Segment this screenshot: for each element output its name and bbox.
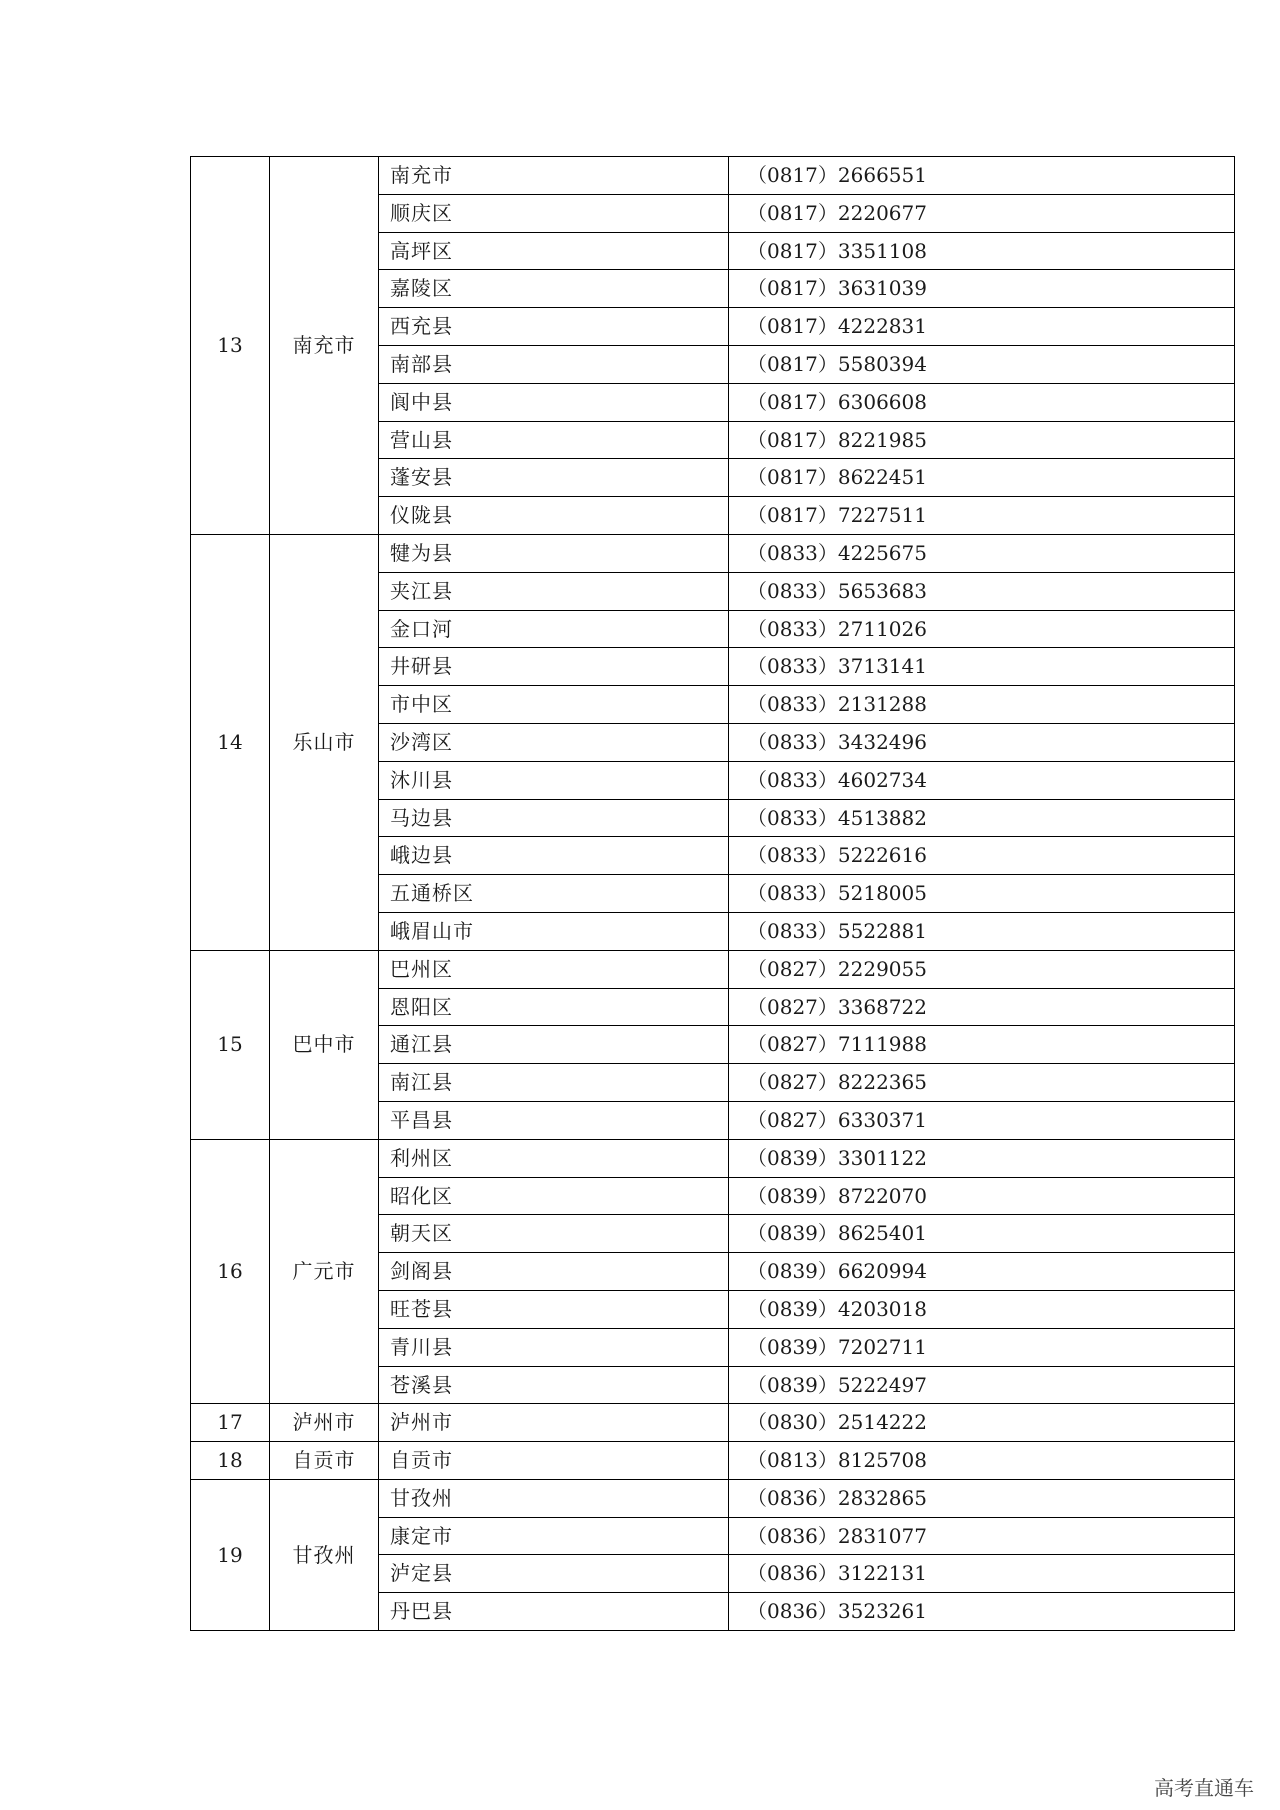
district-cell: 昭化区 [379,1177,729,1215]
phone-cell: （0839）8625401 [729,1215,1235,1253]
phone-cell: （0833）5522881 [729,912,1235,950]
phone-cell: （0833）4602734 [729,761,1235,799]
phone-cell: （0833）5222616 [729,837,1235,875]
district-cell: 自贡市 [379,1442,729,1480]
table-body [191,157,1235,1631]
phone-cell: （0827）3368722 [729,988,1235,1026]
phone-cell: （0836）3523261 [729,1593,1235,1631]
district-cell: 泸州市 [379,1404,729,1442]
city-cell: 广元市 [270,1139,379,1404]
district-cell: 南江县 [379,1064,729,1102]
district-cell: 营山县 [379,421,729,459]
phone-cell: （0836）3122131 [729,1555,1235,1593]
phone-cell: （0833）4513882 [729,799,1235,837]
table-row [191,157,1235,195]
group-number-cell: 15 [191,950,270,1139]
phone-cell: （0817）3351108 [729,232,1235,270]
group-number-cell: 16 [191,1139,270,1404]
district-cell: 剑阁县 [379,1253,729,1291]
phone-cell: （0827）6330371 [729,1101,1235,1139]
district-cell: 南部县 [379,345,729,383]
phone-cell: （0833）2711026 [729,610,1235,648]
district-cell: 沐川县 [379,761,729,799]
table-row [191,1479,1235,1517]
district-cell: 顺庆区 [379,194,729,232]
district-cell: 市中区 [379,686,729,724]
city-cell: 南充市 [270,157,379,535]
phone-cell: （0833）4225675 [729,534,1235,572]
district-cell: 巴州区 [379,950,729,988]
district-cell: 苍溪县 [379,1366,729,1404]
phone-cell: （0839）5222497 [729,1366,1235,1404]
group-number-cell: 18 [191,1442,270,1480]
district-cell: 朝天区 [379,1215,729,1253]
group-number-cell: 13 [191,157,270,535]
phone-cell: （0833）5653683 [729,572,1235,610]
phone-cell: （0827）7111988 [729,1026,1235,1064]
district-cell: 甘孜州 [379,1479,729,1517]
table-row [191,950,1235,988]
phone-cell: （0836）2832865 [729,1479,1235,1517]
phone-cell: （0817）5580394 [729,345,1235,383]
district-cell: 平昌县 [379,1101,729,1139]
district-cell: 利州区 [379,1139,729,1177]
district-cell: 阆中县 [379,383,729,421]
group-number-cell: 19 [191,1479,270,1630]
watermark-text: 高考直通车 [1154,1776,1254,1800]
district-cell: 旺苍县 [379,1290,729,1328]
district-cell: 峨眉山市 [379,912,729,950]
group-number-cell: 17 [191,1404,270,1442]
city-cell: 乐山市 [270,534,379,950]
district-cell: 康定市 [379,1517,729,1555]
contact-table [190,156,1235,1631]
phone-cell: （0833）3432496 [729,723,1235,761]
district-cell: 仪陇县 [379,497,729,535]
city-cell: 泸州市 [270,1404,379,1442]
district-cell: 夹江县 [379,572,729,610]
district-cell: 沙湾区 [379,723,729,761]
phone-cell: （0817）6306608 [729,383,1235,421]
phone-cell: （0830）2514222 [729,1404,1235,1442]
district-cell: 恩阳区 [379,988,729,1026]
district-cell: 五通桥区 [379,875,729,913]
phone-cell: （0817）7227511 [729,497,1235,535]
district-cell: 犍为县 [379,534,729,572]
district-cell: 嘉陵区 [379,270,729,308]
table-row [191,1139,1235,1177]
phone-cell: （0813）8125708 [729,1442,1235,1480]
district-cell: 井研县 [379,648,729,686]
city-cell: 甘孜州 [270,1479,379,1630]
table-row [191,1442,1235,1480]
phone-cell: （0839）8722070 [729,1177,1235,1215]
phone-cell: （0839）4203018 [729,1290,1235,1328]
phone-cell: （0839）7202711 [729,1328,1235,1366]
city-cell: 巴中市 [270,950,379,1139]
phone-cell: （0827）8222365 [729,1064,1235,1102]
phone-cell: （0817）2220677 [729,194,1235,232]
phone-cell: （0833）5218005 [729,875,1235,913]
district-cell: 马边县 [379,799,729,837]
group-number-cell: 14 [191,534,270,950]
district-cell: 通江县 [379,1026,729,1064]
phone-cell: （0839）3301122 [729,1139,1235,1177]
phone-cell: （0817）8221985 [729,421,1235,459]
phone-cell: （0817）2666551 [729,157,1235,195]
phone-cell: （0817）4222831 [729,308,1235,346]
district-cell: 西充县 [379,308,729,346]
district-cell: 泸定县 [379,1555,729,1593]
phone-cell: （0817）3631039 [729,270,1235,308]
city-cell: 自贡市 [270,1442,379,1480]
district-cell: 青川县 [379,1328,729,1366]
district-cell: 蓬安县 [379,459,729,497]
phone-cell: （0817）8622451 [729,459,1235,497]
phone-cell: （0833）3713141 [729,648,1235,686]
district-cell: 金口河 [379,610,729,648]
phone-cell: （0827）2229055 [729,950,1235,988]
district-cell: 南充市 [379,157,729,195]
district-cell: 峨边县 [379,837,729,875]
table-row [191,534,1235,572]
phone-cell: （0836）2831077 [729,1517,1235,1555]
phone-cell: （0839）6620994 [729,1253,1235,1291]
district-cell: 高坪区 [379,232,729,270]
table-row [191,1404,1235,1442]
phone-cell: （0833）2131288 [729,686,1235,724]
district-cell: 丹巴县 [379,1593,729,1631]
